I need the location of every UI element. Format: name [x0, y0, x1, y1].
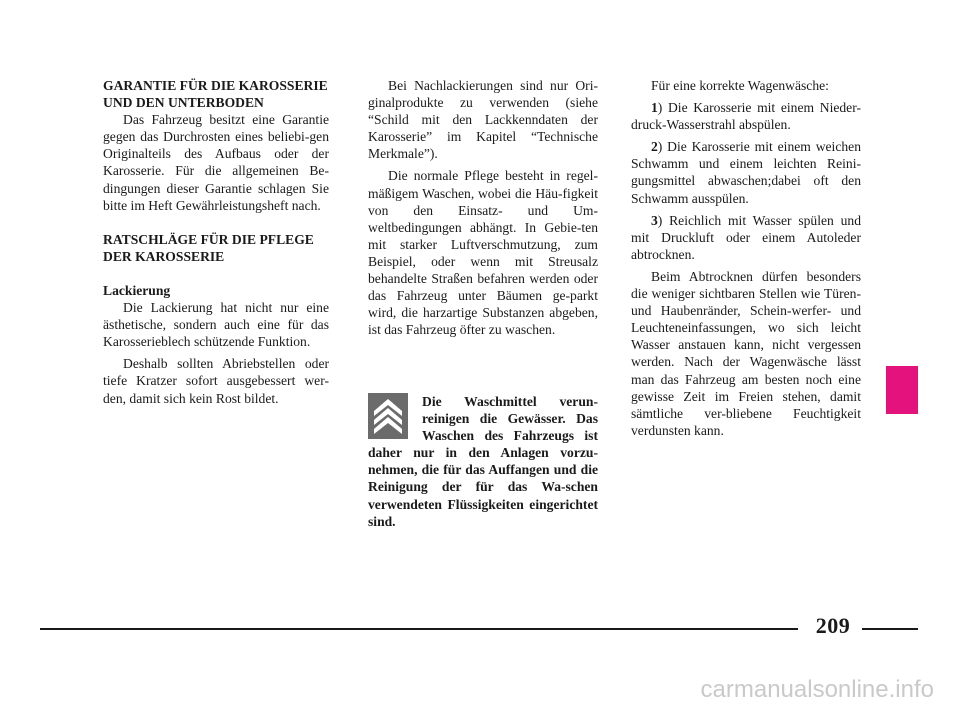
environment-warning-icon — [368, 393, 408, 439]
environment-warning — [368, 393, 598, 530]
heading-warranty: GARANTIE FÜR DIE KAROSSERIE UND DEN UNTERBODEN — [103, 78, 328, 111]
column-left — [103, 77, 329, 407]
step-number: 2 — [651, 139, 658, 155]
paragraph-repaint: Bei Nachlackierungen sind nur Ori-ginalprodukte zu verwenden (siehe “Schild mit den Lackkenndaten der Karosserie” im Kapitel “Technische Merkmale”). — [368, 78, 598, 162]
chapter-tab — [886, 366, 918, 414]
step-number: 1 — [651, 100, 658, 116]
footer-rule-left — [40, 628, 798, 630]
paragraph-warranty: Das Fahrzeug besitzt eine Garantie gegen das Durchrosten eines beliebi-gen Originalteils des Aufbaus oder der Karosserie. Für die allgemeinen Be-dingungen dieser Garantie schlagen Sie bitte im Heft Gewährleistungsheft nach. — [103, 112, 329, 213]
column-middle — [368, 77, 598, 338]
wash-intro: Für eine korrekte Wagenwäsche: — [651, 78, 829, 93]
wash-step-2 — [631, 138, 861, 206]
paragraph-washing: Die normale Pflege besteht in regel-mäßigem Waschen, wobei die Häu-figkeit von den Einsatz- und Um-weltbedingungen abhängt. In Gebie-ten mit starker Luftverschmutzung, zum Beispiel, oder wenn mit Streusalz behandelte Straßen befahren werden oder das Fahrzeug unter Bäumen ge-parkt wird, die harzartige Substanzen abgeben, ist das Fahrzeug öfter zu waschen. — [368, 168, 598, 338]
footer-rule-right — [862, 628, 918, 630]
paragraph-scratches: Deshalb sollten Abriebstellen oder tiefe Kratzer sofort ausgebessert wer-den, damit sich kein Rost bildet. — [103, 356, 329, 406]
wash-step-1 — [631, 99, 861, 133]
column-right — [631, 77, 861, 439]
step-text: ) Die Karosserie mit einem Nieder-druck-Wasserstrahl abspülen. — [631, 100, 861, 133]
step-text: ) Die Karosserie mit einem weichen Schwamm und einem leichten Reini-gungsmittel abwaschen;dabei oft den Schwamm ausspülen. — [631, 139, 861, 206]
paragraph-paint: Die Lackierung hat nicht nur eine ästhetische, sondern auch eine für das Karosserieblech schützende Funktion. — [103, 300, 329, 350]
step-text: ) Reichlich mit Wasser spülen und mit Druckluft oder einem Autoleder abtrocknen. — [631, 212, 861, 262]
watermark-text: carmanualsonline.info — [700, 676, 934, 703]
heading-care: RATSCHLÄGE FÜR DIE PFLEGE DER KAROSSERIE — [103, 231, 314, 264]
watermark — [0, 676, 960, 704]
subheading-paint: Lackierung — [103, 282, 171, 298]
page-number: 209 — [815, 613, 851, 638]
step-number: 3 — [651, 212, 658, 228]
warning-text: Die Waschmittel verun-reinigen die Gewässer. Das Waschen des Fahrzeugs ist daher nur in den Anlagen vorzu-nehmen, die für das Auffangen und die Reinigung der für das Wa-schen verwendeten Flüssigkeiten eingerichtet sind. — [368, 394, 598, 529]
wash-step-3 — [631, 212, 861, 263]
paragraph-drying: Beim Abtrocknen dürfen besonders die weniger sichtbaren Stellen wie Türen- und Haubenränder, Schein-werfer- und Leuchteneinfassungen, wo sich leicht Wasser anstauen kann, nicht vergessen werden. Nach der Wagenwäsche lässt man das Fahrzeug am besten noch eine gewisse Zeit im Freien stehen, damit sämtliche ver-bliebene Feuchtigkeit verdunsten kann. — [631, 268, 861, 438]
